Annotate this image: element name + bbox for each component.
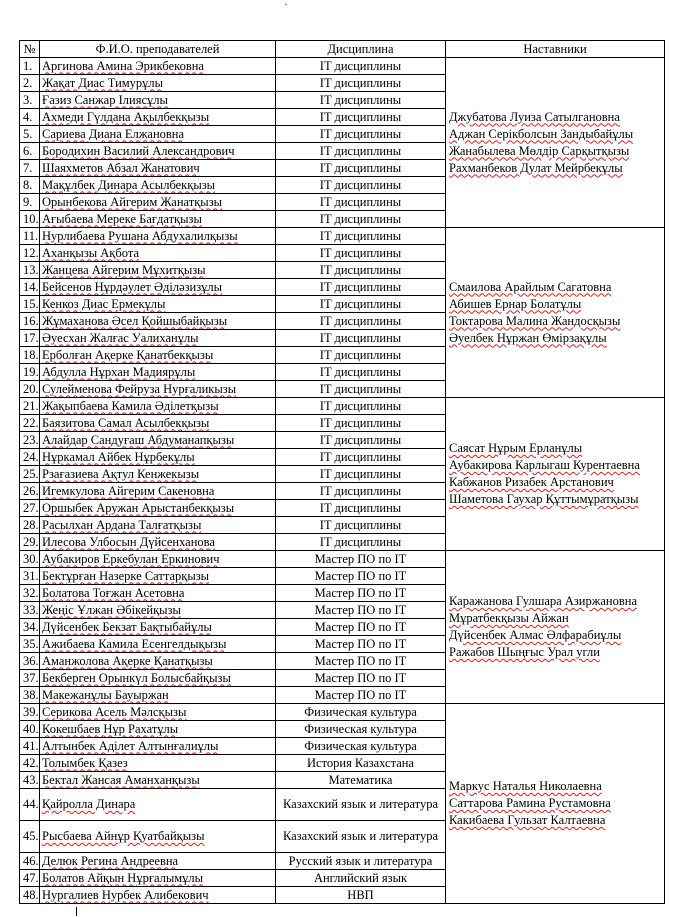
row-number: 29. [20, 534, 40, 551]
row-number: 27. [20, 500, 40, 517]
teacher-name: Оршыбек Аружан Арыстанбекқызы [42, 500, 235, 515]
table-row [20, 58, 665, 75]
row-number: 7. [20, 160, 40, 177]
teacher-name-cell [40, 738, 276, 755]
teacher-name-cell [40, 602, 276, 619]
teacher-name: Жеңіс Ұлжан Әбікейқызы [42, 602, 181, 617]
teacher-name: Мақұлбек Динара Асылбекқызы [42, 177, 216, 192]
mentor-name: Жанабылева Мөлдір Сарқытқызы [449, 143, 630, 158]
discipline-cell: Математика [276, 772, 446, 789]
row-number: 9. [20, 194, 40, 211]
row-number: 38. [20, 687, 40, 704]
mentor-name: Какибаева Гульзат Калтаевна [449, 813, 606, 827]
mentor-group [446, 228, 665, 398]
teacher-name: Болатов Айқын Нұрғалымұлы [42, 870, 204, 885]
mentor-name: Рахманбеков Дулат Мейрбекұлы [449, 160, 623, 175]
teacher-name: Бектал Жансая Аманханқызы [42, 772, 200, 787]
teacher-name-cell [40, 821, 276, 853]
mentor-name: Токтарова Малина Жандосқызы [449, 313, 621, 328]
row-number: 19. [20, 364, 40, 381]
discipline-cell: IT дисциплины [276, 364, 446, 381]
mentor-name: Джубатова Луиза Сатылгановна [449, 109, 620, 124]
row-number: 40. [20, 721, 40, 738]
teacher-name-cell [40, 887, 276, 904]
teacher-name: Ғазиз Санжар Ілиясұлы [42, 92, 168, 107]
teacher-name: Аргинова Амина Эрикбековна [42, 58, 204, 73]
row-number: 44. [20, 789, 40, 821]
discipline-cell: IT дисциплины [276, 109, 446, 126]
row-number: 10. [20, 211, 40, 228]
teacher-name-cell [40, 126, 276, 143]
teacher-name: Ахмеди Гүлдана Ақылбекқызы [42, 109, 210, 124]
teacher-name-cell [40, 500, 276, 517]
teacher-name-cell [40, 194, 276, 211]
teacher-name: Ажибаева Камила Есенгелдықызы [42, 636, 227, 651]
teacher-name-cell [40, 364, 276, 381]
teacher-name: Делюк Регина Андреевна [42, 853, 179, 868]
discipline-cell: IT дисциплины [276, 483, 446, 500]
teacher-name-cell [40, 296, 276, 313]
teacher-name: Рзағазиева Ақтул Кенжекызы [42, 466, 200, 481]
row-number: 3. [20, 92, 40, 109]
row-number: 39. [20, 704, 40, 721]
discipline-cell: Мастер ПО по IT [276, 636, 446, 653]
discipline-cell: IT дисциплины [276, 245, 446, 262]
teacher-name-cell [40, 721, 276, 738]
teacher-name: Жұмаханова Әсел Қойшыбайқызы [42, 313, 228, 328]
mentor-name: Кабжанов Ризабек Арстанович [449, 475, 614, 489]
teacher-name-cell [40, 517, 276, 534]
teacher-name-cell [40, 330, 276, 347]
table-header-row [20, 41, 665, 58]
mentor-name: Каражанова Гулшара Азиржановна [449, 594, 638, 608]
discipline-cell: IT дисциплины [276, 177, 446, 194]
row-number: 48. [20, 887, 40, 904]
row-number: 47. [20, 870, 40, 887]
discipline-cell: IT дисциплины [276, 517, 446, 534]
teacher-name: Сулейменова Фейруза Нурғаликызы [42, 381, 237, 396]
discipline-cell: IT дисциплины [276, 449, 446, 466]
row-number: 28. [20, 517, 40, 534]
teacher-name-cell [40, 585, 276, 602]
discipline-cell: IT дисциплины [276, 58, 446, 75]
discipline-cell: IT дисциплины [276, 432, 446, 449]
discipline-cell: Физическая культура [276, 738, 446, 755]
teacher-name: Илесова Улбосын Дүйсенханова [42, 534, 215, 549]
row-number: 37. [20, 670, 40, 687]
teacher-name-cell [40, 653, 276, 670]
teacher-name: Болатова Тоғжан Асетовна [42, 585, 185, 600]
teacher-name: Бородихин Василий Александрович [42, 143, 235, 158]
row-number: 36. [20, 653, 40, 670]
text-cursor [76, 907, 77, 916]
mentor-name: Әуелбек Нұржан Өмірзақұлы [449, 330, 607, 345]
row-number: 8. [20, 177, 40, 194]
table-row [20, 228, 665, 245]
discipline-cell: Мастер ПО по IT [276, 602, 446, 619]
teacher-name-cell [40, 279, 276, 296]
discipline-cell: IT дисциплины [276, 313, 446, 330]
teacher-name-cell [40, 483, 276, 500]
row-number: 26. [20, 483, 40, 500]
header-discipline: Дисциплина [276, 41, 446, 58]
teacher-name-cell [40, 670, 276, 687]
header-name: Ф.И.О. преподавателей [40, 41, 276, 58]
teacher-name-cell [40, 160, 276, 177]
teacher-name-cell [40, 381, 276, 398]
discipline-cell: Казахский язык и литература [276, 789, 446, 821]
teacher-name: Серикова Асель Мәлсқызы [42, 704, 187, 719]
teacher-name: Кенкоз Диас Ермекұлы [42, 296, 166, 311]
row-number: 15. [20, 296, 40, 313]
teacher-name: Орынбекова Айгерим Жанатқызы [42, 194, 223, 209]
discipline-cell: Мастер ПО по IT [276, 585, 446, 602]
teacher-name-cell [40, 347, 276, 364]
teacher-name: Аубакиров Еркебулан Еркинович [42, 551, 220, 566]
mentor-name: Абишев Ернар Болатұлы [449, 296, 582, 311]
teacher-name-cell [40, 262, 276, 279]
discipline-cell: НВП [276, 887, 446, 904]
discipline-cell: IT дисциплины [276, 296, 446, 313]
teacher-name: Жақат Диас Тимурұлы [42, 75, 164, 90]
teacher-name: Аманжолова Ақерке Қанатқызы [42, 653, 213, 668]
row-number: 33. [20, 602, 40, 619]
row-number: 31. [20, 568, 40, 585]
discipline-cell: Физическая культура [276, 721, 446, 738]
teacher-name-cell [40, 313, 276, 330]
teacher-name-cell [40, 870, 276, 887]
discipline-cell: Русский язык и литература [276, 853, 446, 870]
teacher-name: Рысбаева Айнұр Қуатбайқызы [42, 829, 205, 843]
teacher-name-cell [40, 568, 276, 585]
mentor-name: Аджан Серікболсын Зандыбайұлы [449, 126, 634, 141]
teacher-name: Игемкулова Айгерим Сакеновна [42, 483, 215, 498]
mentor-name: Смаилова Арайлым Сагатовна [449, 279, 612, 294]
mentor-group [446, 551, 665, 704]
row-number: 2. [20, 75, 40, 92]
discipline-cell: Мастер ПО по IT [276, 653, 446, 670]
teacher-name: Нургалиев Нурбек Алибекович [42, 887, 209, 902]
teacher-name: Әуесхан Жалғас Уалиханұлы [42, 330, 199, 345]
row-number: 24. [20, 449, 40, 466]
teacher-name-cell [40, 449, 276, 466]
discipline-cell: IT дисциплины [276, 160, 446, 177]
discipline-cell: IT дисциплины [276, 228, 446, 245]
teacher-name: Расылхан Ардана Талғатқызы [42, 517, 202, 532]
discipline-cell: IT дисциплины [276, 262, 446, 279]
teacher-name-cell [40, 177, 276, 194]
discipline-cell: IT дисциплины [276, 415, 446, 432]
discipline-cell: Мастер ПО по IT [276, 619, 446, 636]
teacher-name: Дүйсенбек Бекзат Бақтыбайұлы [42, 619, 212, 634]
teacher-name: Шаяхметов Абзал Жанатович [42, 160, 200, 175]
teacher-name-cell [40, 534, 276, 551]
discipline-cell: IT дисциплины [276, 347, 446, 364]
teacher-name: Алайдар Сандуғаш Абдуманапқызы [42, 432, 235, 447]
mentor-group [446, 58, 665, 228]
mentor-group [446, 398, 665, 551]
row-number: 41. [20, 738, 40, 755]
mentor-name: Мұратбекқызы Айжан [449, 611, 569, 625]
discipline-cell: IT дисциплины [276, 92, 446, 109]
row-number: 16. [20, 313, 40, 330]
row-number: 30. [20, 551, 40, 568]
mentor-name: Шаметова Гаухар Құттымұратқызы [449, 492, 639, 506]
teacher-name-cell [40, 704, 276, 721]
row-number: 43. [20, 772, 40, 789]
row-number: 13. [20, 262, 40, 279]
teacher-name-cell [40, 109, 276, 126]
header-mentors: Наставники [446, 41, 665, 58]
teacher-name-cell [40, 687, 276, 704]
teacher-name-cell [40, 228, 276, 245]
row-number: 18. [20, 347, 40, 364]
teacher-name-cell [40, 415, 276, 432]
row-number: 32. [20, 585, 40, 602]
teacher-name: Абдулла Нұрхан Мадиярұлы [42, 364, 196, 379]
teacher-name-cell [40, 92, 276, 109]
teacher-name: Нұркамал Айбек Нұрбекұлы [42, 449, 195, 464]
row-number: 22. [20, 415, 40, 432]
discipline-cell: Мастер ПО по IT [276, 670, 446, 687]
row-number: 34. [20, 619, 40, 636]
row-number: 20. [20, 381, 40, 398]
stray-mark: ` [284, 1, 288, 15]
teacher-name: Жақыпбаева Камила Әділетқызы [42, 398, 219, 413]
discipline-cell: IT дисциплины [276, 126, 446, 143]
row-number: 17. [20, 330, 40, 347]
mentor-name: Дүйсенбек Алмас Әлфарабиұлы [449, 628, 622, 642]
discipline-cell: Мастер ПО по IT [276, 687, 446, 704]
teacher-name: Ерболған Ақерке Қанатбекқызы [42, 347, 214, 362]
row-number: 12. [20, 245, 40, 262]
teacher-name-cell [40, 75, 276, 92]
discipline-cell: IT дисциплины [276, 398, 446, 415]
teacher-name-cell [40, 143, 276, 160]
teacher-name-cell [40, 211, 276, 228]
teacher-name: Алтынбек Аділет Алтынғалиұлы [42, 738, 219, 753]
teacher-name-cell [40, 398, 276, 415]
teacher-name: Аханқызы Ақбота [42, 245, 139, 260]
discipline-cell: Мастер ПО по IT [276, 551, 446, 568]
teacher-name: Қайролла Динара [42, 797, 136, 811]
discipline-cell: IT дисциплины [276, 75, 446, 92]
discipline-cell: IT дисциплины [276, 211, 446, 228]
teacher-name-cell [40, 853, 276, 870]
teacher-name-cell [40, 432, 276, 449]
row-number: 6. [20, 143, 40, 160]
teacher-name: Кокешбаев Нұр Рахатұлы [42, 721, 179, 736]
teacher-name-cell [40, 245, 276, 262]
teacher-name-cell [40, 789, 276, 821]
teacher-name: Баязитова Самал Асылбекқызы [42, 415, 210, 430]
teacher-name-cell [40, 619, 276, 636]
mentor-name: Маркус Наталья Николаевна [449, 779, 602, 793]
row-number: 35. [20, 636, 40, 653]
teacher-name: Бекберген Орынкүл Болысбайқызы [42, 670, 231, 685]
teacher-name-cell [40, 58, 276, 75]
row-number: 1. [20, 58, 40, 75]
teacher-name-cell [40, 466, 276, 483]
teachers-table [19, 40, 665, 904]
discipline-cell: IT дисциплины [276, 143, 446, 160]
discipline-cell: IT дисциплины [276, 466, 446, 483]
teacher-name: Ағыбаева Мереке Бағдатқызы [42, 211, 202, 226]
discipline-cell: IT дисциплины [276, 381, 446, 398]
row-number: 25. [20, 466, 40, 483]
teacher-name: Жанцева Айгерим Мұхитқызы [42, 262, 206, 277]
discipline-cell: IT дисциплины [276, 279, 446, 296]
teacher-name-cell [40, 636, 276, 653]
teacher-name: Бейсенов Нұрдәулет Әділәзизұлы [42, 279, 223, 294]
discipline-cell: Мастер ПО по IT [276, 568, 446, 585]
row-number: 46. [20, 853, 40, 870]
teacher-name-cell [40, 551, 276, 568]
mentor-group [446, 704, 665, 904]
discipline-cell: История Казахстана [276, 755, 446, 772]
teacher-name: Макежанұлы Бауыржан [42, 687, 169, 702]
teacher-name-cell [40, 755, 276, 772]
discipline-cell: Физическая культура [276, 704, 446, 721]
discipline-cell: IT дисциплины [276, 194, 446, 211]
mentor-name: Саясат Нұрым Ерланұлы [449, 441, 583, 455]
teacher-name: Нурлибаева Рушана Абдухалилқызы [42, 228, 238, 243]
row-number: 4. [20, 109, 40, 126]
discipline-cell: Английский язык [276, 870, 446, 887]
header-num: № [20, 41, 40, 58]
row-number: 21. [20, 398, 40, 415]
discipline-cell: IT дисциплины [276, 500, 446, 517]
table-row [20, 398, 665, 415]
row-number: 14. [20, 279, 40, 296]
table-row [20, 551, 665, 568]
discipline-cell: IT дисциплины [276, 534, 446, 551]
teacher-name: Толымбек Қазез [42, 755, 128, 770]
table-body [20, 58, 665, 904]
mentor-name: Аубакирова Карлыгаш Курентаевна [449, 458, 640, 472]
mentor-name: Саттарова Рамина Рустамовна [449, 796, 611, 810]
discipline-cell: Казахский язык и литература [276, 821, 446, 853]
teacher-name-cell [40, 772, 276, 789]
teacher-name: Сариева Диана Елжановна [42, 126, 185, 141]
mentor-name: Ражабов Шыңғыс Урал угли [449, 645, 600, 659]
discipline-cell: IT дисциплины [276, 330, 446, 347]
row-number: 45. [20, 821, 40, 853]
row-number: 23. [20, 432, 40, 449]
table-row [20, 704, 665, 721]
row-number: 5. [20, 126, 40, 143]
row-number: 11. [20, 228, 40, 245]
teacher-name: Бектұрған Назерке Саттарқызы [42, 568, 210, 583]
row-number: 42. [20, 755, 40, 772]
